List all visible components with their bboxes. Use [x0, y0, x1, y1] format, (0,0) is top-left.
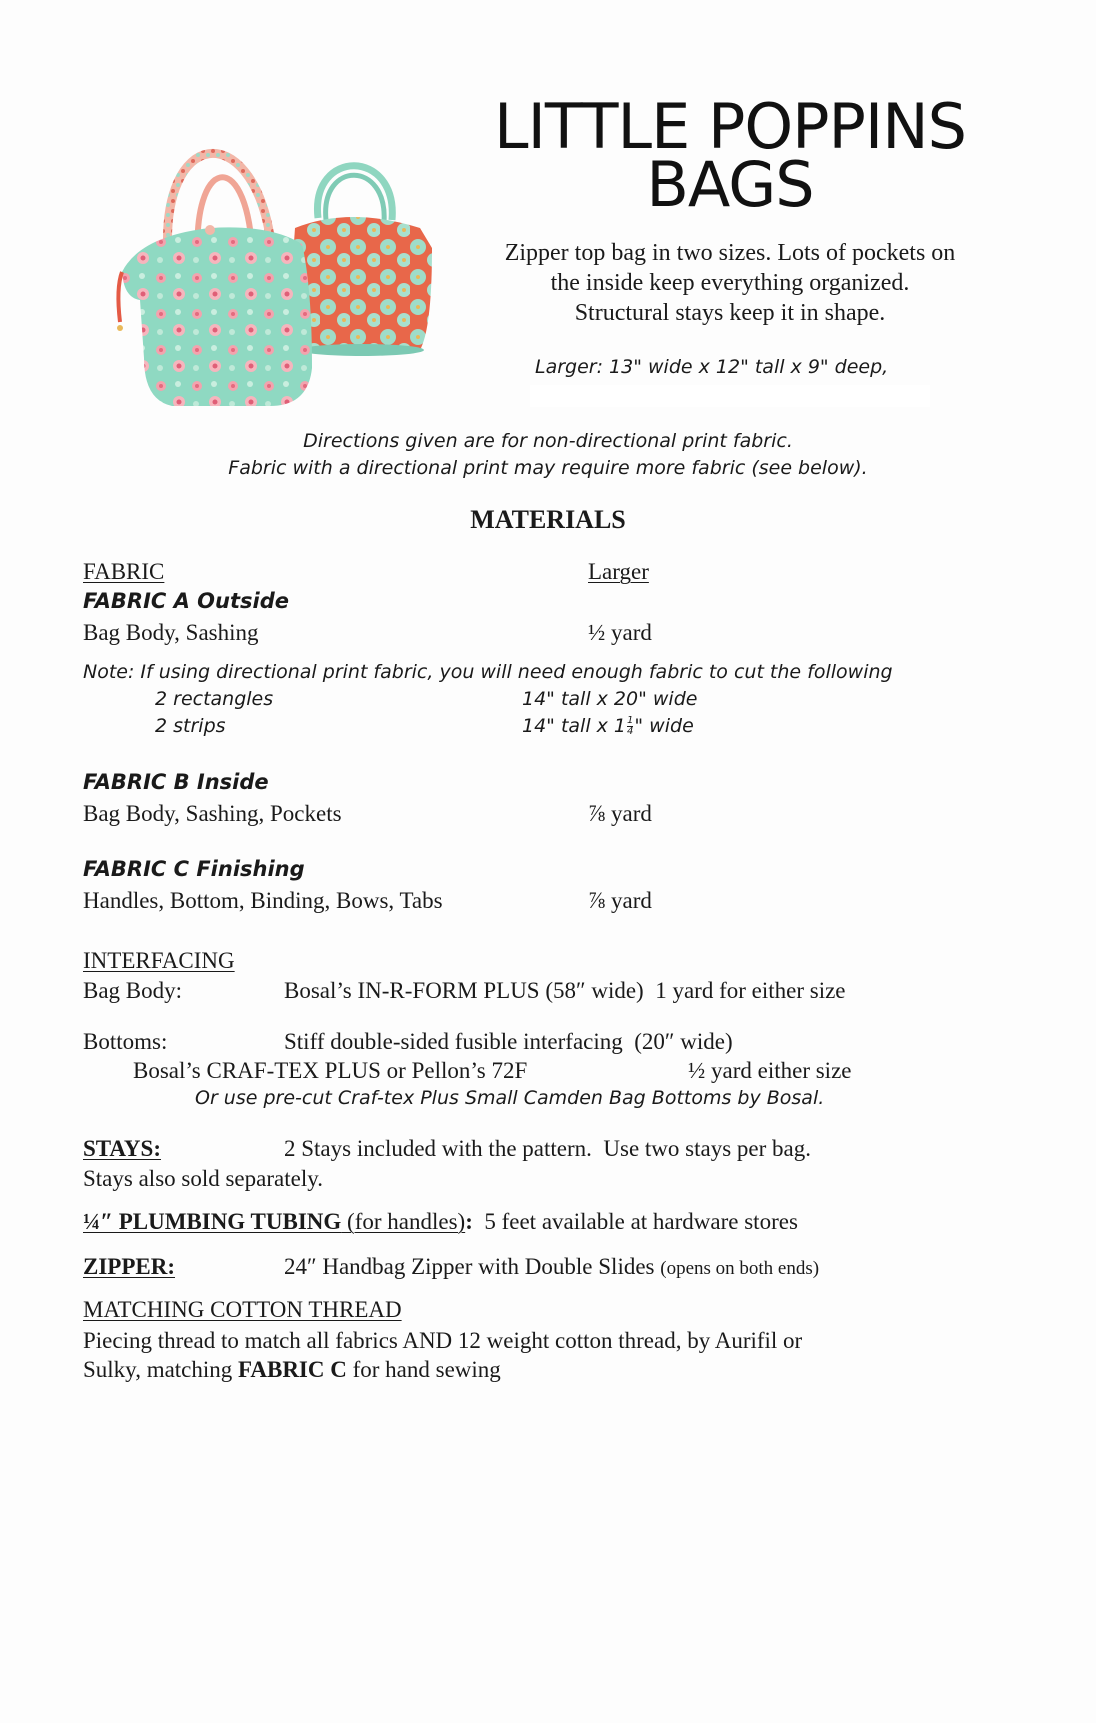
fraction-denominator: 4 [627, 726, 634, 737]
thread-fabric-c: FABRIC C [238, 1357, 347, 1382]
cut-size [522, 715, 694, 737]
thread-line-2 [83, 1357, 501, 1383]
fabric-a-heading: FABRIC A Outside [83, 589, 289, 613]
tubing-colon: : [465, 1209, 473, 1234]
thread-line-2-pre: Sulky, matching [83, 1357, 239, 1382]
zipper-row [284, 1254, 819, 1280]
fabric-c-amount: ⅞ yard [588, 888, 652, 913]
fabric-b-amount: ⅞ yard [588, 801, 652, 826]
title-line-2: BAGS [646, 148, 814, 221]
directions-line-1: Directions given are for non-directional print fabric. [303, 430, 793, 452]
bags-photo [80, 88, 450, 408]
fabric-c-heading: FABRIC C Finishing [83, 857, 305, 881]
fabric-a-amount: ½ yard [588, 620, 652, 645]
thread-heading: MATCHING COTTON THREAD [83, 1297, 402, 1322]
bottoms-product: Bosal’s CRAF-TEX PLUS or Pellon’s 72F [133, 1058, 528, 1083]
bottoms-value: Stiff double-sided fusible interfacing (20″ wide) [284, 1029, 733, 1054]
directional-note: Note: If using directional print fabric, you will need enough fabric to cut the following [83, 661, 893, 683]
thread-line-2-post: for hand sewing [346, 1357, 501, 1382]
materials-heading: MATERIALS [470, 505, 626, 534]
title-line-1: LITTLE POPPINS [494, 90, 966, 163]
white-redaction-box [530, 385, 930, 407]
cut-size: 14" tall x 20" wide [522, 688, 698, 710]
description-line: Structural stays keep it in shape. [574, 300, 886, 326]
bottoms-label: Bottoms: [83, 1029, 168, 1054]
tubing-value: 5 feet available at hardware stores [472, 1209, 798, 1234]
bottoms-amount: ½ yard either size [688, 1058, 852, 1083]
interfacing-heading: INTERFACING [83, 948, 235, 973]
bottoms-alternative: Or use pre-cut Craf-tex Plus Small Camden Bag Bottoms by Bosal. [195, 1087, 825, 1109]
fraction-numerator: 1 [627, 715, 634, 726]
cut-qty: 2 strips [155, 715, 226, 737]
fraction [627, 716, 633, 737]
bags-illustration [80, 88, 450, 408]
cut-size-suffix: " wide [634, 715, 694, 737]
tubing-label: ¼″ PLUMBING TUBING [83, 1209, 342, 1234]
page-title [480, 90, 980, 221]
tubing-row [83, 1209, 798, 1235]
stays-label: STAYS: [83, 1136, 161, 1161]
cut-qty: 2 rectangles [155, 688, 274, 710]
size-note: Larger: 13" wide x 12" tall x 9" deep, [535, 356, 889, 378]
fabric-heading: FABRIC [83, 559, 165, 584]
description [460, 238, 1000, 328]
fabric-c-item: Handles, Bottom, Binding, Bows, Tabs [83, 888, 443, 913]
zipper-label: ZIPPER: [83, 1254, 175, 1279]
zipper-value: 24″ Handbag Zipper with Double Slides [284, 1254, 661, 1279]
zipper-note: (opens on both ends) [660, 1258, 820, 1279]
fabric-b-item: Bag Body, Sashing, Pockets [83, 801, 342, 826]
fabric-b-heading: FABRIC B Inside [83, 770, 269, 794]
stays-value: 2 Stays included with the pattern. Use two stays per bag. [284, 1136, 811, 1161]
directions-line-2: Fabric with a directional print may require more fabric (see below). [228, 457, 868, 479]
fabric-a-item: Bag Body, Sashing [83, 620, 259, 645]
cut-size-prefix: 14" tall x 1 [522, 715, 627, 737]
description-line: the inside keep everything organized. [550, 270, 910, 296]
tubing-paren: (for handles) [341, 1209, 466, 1234]
stays-value-2: Stays also sold separately. [83, 1166, 323, 1191]
thread-line-1: Piecing thread to match all fabrics AND 12 weight cotton thread, by Aurifil or [83, 1328, 803, 1353]
description-line: Zipper top bag in two sizes. Lots of pockets on [504, 240, 956, 266]
bag-body-label: Bag Body: [83, 978, 183, 1003]
bag-body-value: Bosal’s IN-R-FORM PLUS (58″ wide) 1 yard for either size [284, 978, 846, 1003]
size-column-heading: Larger [588, 559, 649, 584]
